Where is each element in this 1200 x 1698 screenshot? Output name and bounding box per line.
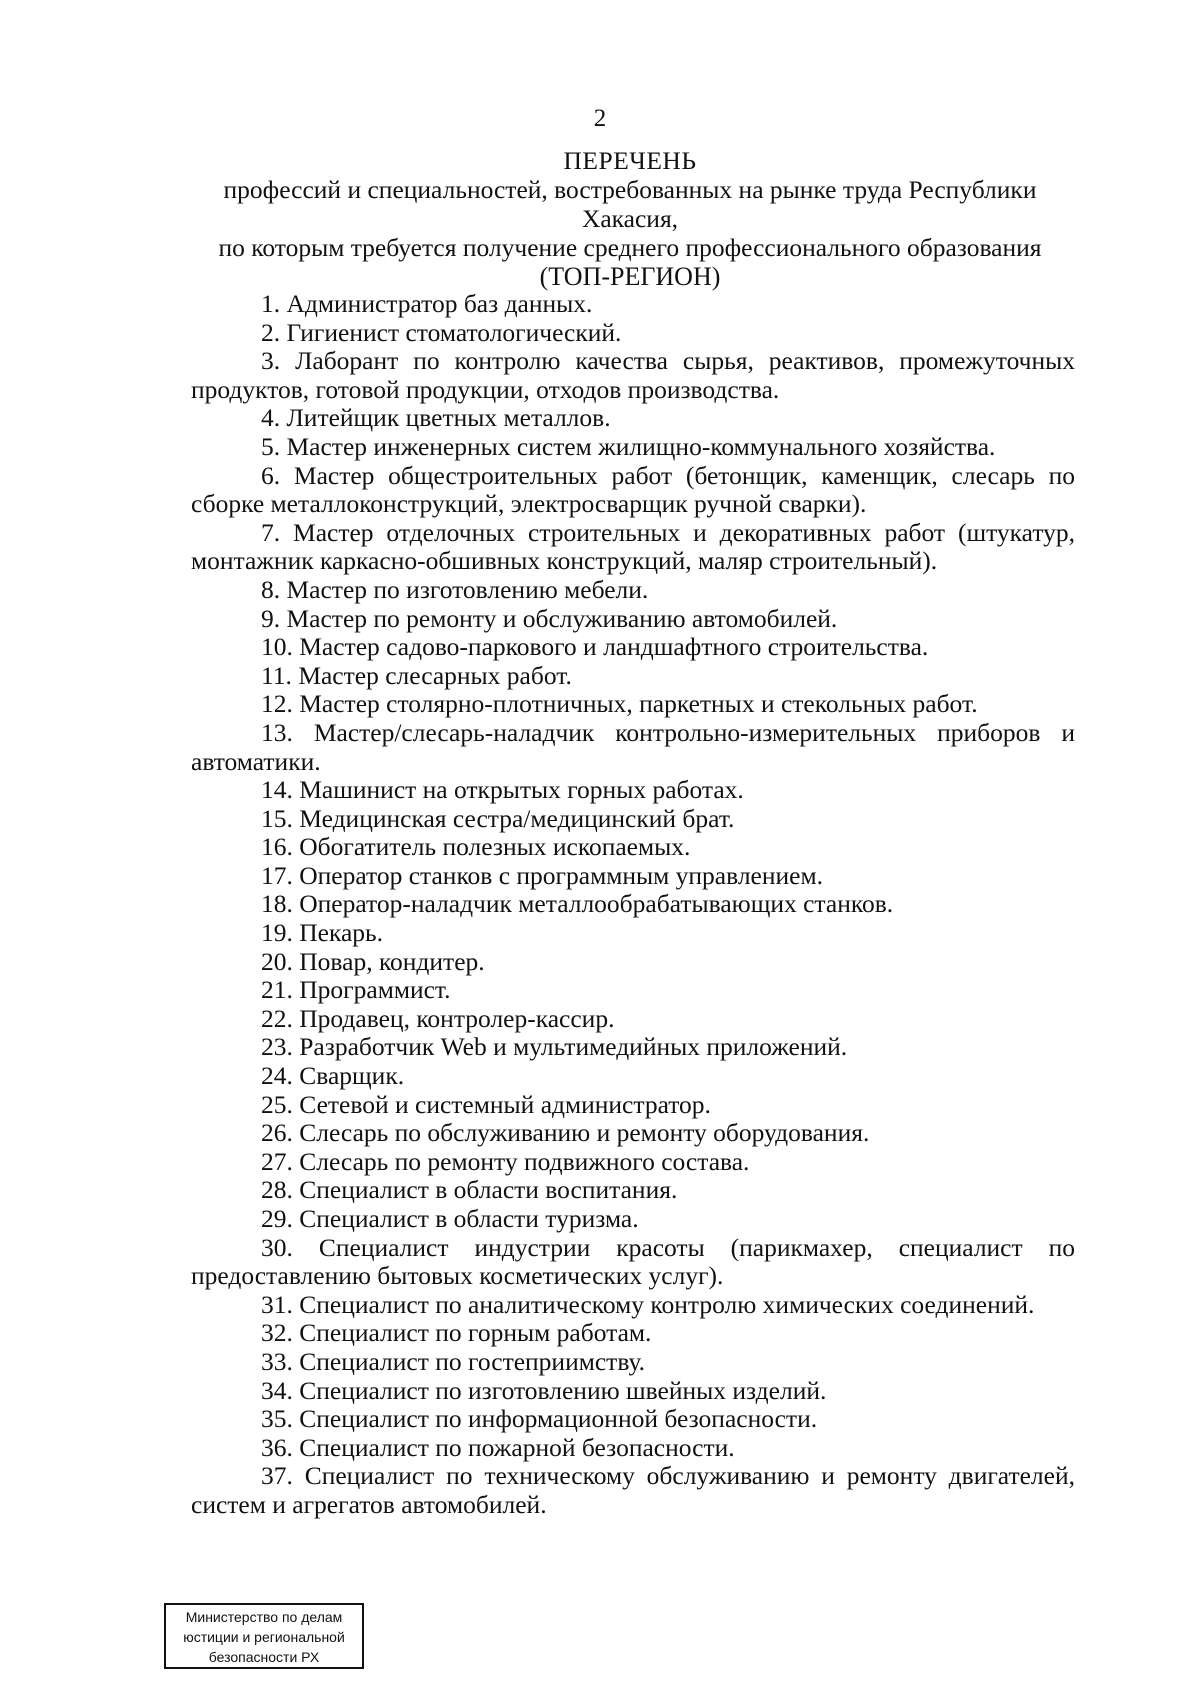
- list-item-number: 28.: [261, 1175, 293, 1205]
- list-item-number: 7.: [261, 517, 281, 547]
- list-item-number: 17.: [261, 860, 293, 890]
- list-item-number: 25.: [261, 1089, 293, 1119]
- list-item-text: Слесарь по обслуживанию и ремонту оборудования.: [299, 1118, 870, 1148]
- list-item: [191, 1091, 1075, 1120]
- list-item-text: Гигиенист стоматологический.: [286, 317, 622, 347]
- stamp-line-3: безопасности РХ: [208, 1649, 320, 1665]
- list-item-text: Мастер/слесарь-наладчик контрольно-измерительных приборов и автоматики.: [191, 717, 1076, 776]
- list-item: [191, 1462, 1075, 1519]
- list-item: [191, 462, 1075, 519]
- list-item: [191, 890, 1075, 919]
- list-item-number: 14.: [261, 775, 293, 805]
- document-subtitle-line-1: профессий и специальностей, востребованных на рынке труда Республики Хакасия,: [223, 175, 1037, 233]
- list-item-text: Специалист по гостеприимству.: [299, 1346, 646, 1376]
- list-item-text: Обогатитель полезных ископаемых.: [299, 832, 691, 862]
- list-item-number: 33.: [261, 1346, 293, 1376]
- list-item-text: Мастер отделочных строительных и декоративных работ (штукатур, монтажник каркасно-обшивных конструкций, маляр строительный).: [191, 517, 1075, 576]
- list-item: [191, 805, 1075, 834]
- list-item-text: Лаборант по контролю качества сырья, реактивов, промежуточных продуктов, готовой продукции, отходов производства.: [191, 346, 1076, 404]
- list-item-number: 18.: [261, 889, 293, 919]
- list-item-text: Специалист по информационной безопасности.: [299, 1404, 818, 1434]
- list-item-text: Специалист индустрии красоты (парикмахер, специалист по предоставлению бытовых косметических услуг).: [191, 1232, 1076, 1291]
- list-item: [191, 1205, 1075, 1234]
- list-item-text: Мастер столярно-плотничных, паркетных и стекольных работ.: [299, 689, 978, 719]
- list-item: [191, 319, 1075, 348]
- list-item-number: 12.: [261, 689, 293, 719]
- list-item-text: Мастер слесарных работ.: [298, 660, 572, 690]
- list-item-text: Мастер общестроительных работ (бетонщик, каменщик, слесарь по сборке металлоконструкций, электросварщик ручной сварки).: [191, 460, 1076, 519]
- list-item: [191, 576, 1075, 605]
- list-item: [191, 1005, 1075, 1034]
- list-item-text: Мастер по ремонту и обслуживанию автомобилей.: [286, 603, 838, 633]
- list-item: [191, 1377, 1075, 1406]
- list-item: [191, 347, 1075, 404]
- list-item: [191, 948, 1075, 977]
- list-item-number: 22.: [261, 1003, 293, 1033]
- list-item-number: 23.: [261, 1032, 293, 1062]
- list-item: [191, 404, 1075, 433]
- list-item: [191, 605, 1075, 634]
- list-item-number: 35.: [261, 1404, 293, 1434]
- stamp-line-2: юстиции и региональной: [183, 1629, 345, 1645]
- list-item-number: 32.: [261, 1318, 293, 1348]
- list-item: [191, 976, 1075, 1005]
- list-item: [191, 1176, 1075, 1205]
- list-item: [191, 833, 1075, 862]
- list-item-text: Мастер по изготовлению мебели.: [286, 574, 649, 604]
- list-item: [191, 1062, 1075, 1091]
- list-item-number: 36.: [261, 1432, 293, 1462]
- list-item: [191, 633, 1075, 662]
- list-item-number: 4.: [261, 403, 281, 433]
- list-item-text: Литейщик цветных металлов.: [286, 403, 611, 433]
- list-item-text: Слесарь по ремонту подвижного состава.: [299, 1146, 750, 1176]
- list-item-text: Оператор-наладчик металлообрабатывающих станков.: [299, 889, 894, 919]
- list-item-text: Сварщик.: [299, 1061, 405, 1091]
- list-item-number: 24.: [261, 1061, 293, 1091]
- list-item: [191, 519, 1075, 576]
- list-item-text: Продавец, контролер-кассир.: [299, 1003, 615, 1033]
- list-item-text: Специалист в области воспитания.: [299, 1175, 678, 1205]
- list-item-number: 19.: [261, 918, 293, 948]
- list-item-text: Специалист по горным работам.: [299, 1318, 652, 1348]
- page-number: 2: [593, 105, 607, 132]
- list-item-number: 3.: [261, 346, 281, 376]
- list-item: [191, 1434, 1075, 1463]
- list-item-text: Оператор станков с программным управлением.: [299, 860, 823, 890]
- list-item-number: 2.: [261, 317, 281, 347]
- list-item-number: 9.: [261, 603, 281, 633]
- list-item: [191, 776, 1075, 805]
- list-item-text: Специалист по аналитическому контролю химических соединений.: [299, 1289, 1035, 1319]
- list-item: [191, 690, 1075, 719]
- list-item: [191, 1405, 1075, 1434]
- program-name: (ТОП-РЕГИОН): [539, 262, 721, 291]
- list-item-text: Специалист в области туризма.: [299, 1204, 639, 1233]
- list-item: [191, 1319, 1075, 1348]
- list-item-text: Программист.: [299, 975, 451, 1005]
- list-item-number: 26.: [261, 1118, 293, 1148]
- list-item-number: 20.: [261, 946, 293, 976]
- list-item-text: Специалист по техническому обслуживанию и ремонту двигателей, систем и агрегатов автомобилей.: [191, 1461, 1075, 1519]
- list-item: [191, 719, 1075, 776]
- stamp-line-1: Министерство по делам: [185, 1609, 343, 1625]
- list-item-number: 1.: [261, 289, 281, 318]
- list-item: [191, 1148, 1075, 1177]
- list-item: [191, 433, 1075, 462]
- list-item: [191, 862, 1075, 891]
- list-item-text: Медицинская сестра/медицинский брат.: [299, 803, 735, 833]
- list-item-number: 5.: [261, 431, 281, 461]
- document-title: ПЕРЕЧЕНЬ: [563, 146, 697, 175]
- list-item-number: 34.: [261, 1375, 293, 1405]
- list-item: [191, 1291, 1075, 1320]
- list-item: [191, 662, 1075, 691]
- list-item-text: Администратор баз данных.: [286, 289, 593, 318]
- list-item-number: 8.: [261, 574, 281, 604]
- list-item: [191, 919, 1075, 948]
- list-item-number: 15.: [261, 803, 293, 833]
- list-item-number: 16.: [261, 832, 293, 862]
- profession-list: [191, 290, 1075, 1520]
- list-item-number: 11.: [261, 660, 292, 690]
- list-item: [191, 290, 1075, 319]
- list-item-number: 13.: [261, 717, 293, 747]
- list-item-text: Специалист по пожарной безопасности.: [299, 1432, 735, 1462]
- list-item-text: Пекарь.: [299, 918, 384, 948]
- list-item-text: Машинист на открытых горных работах.: [299, 775, 744, 805]
- list-item-number: 29.: [261, 1204, 293, 1233]
- list-item-text: Мастер садово-паркового и ландшафтного строительства.: [299, 632, 929, 662]
- document-subtitle-line-2: по которым требуется получение среднего профессионального образования: [218, 233, 1042, 262]
- list-item-number: 6.: [261, 460, 281, 490]
- list-item-text: Повар, кондитер.: [299, 946, 485, 976]
- list-item-number: 10.: [261, 632, 293, 662]
- list-item: [191, 1234, 1075, 1291]
- document-header: [180, 146, 1080, 291]
- list-item-text: Мастер инженерных систем жилищно-коммунального хозяйства.: [286, 431, 996, 461]
- list-item: [191, 1348, 1075, 1377]
- list-item-text: Специалист по изготовлению швейных изделий.: [299, 1375, 827, 1405]
- list-item-number: 27.: [261, 1146, 293, 1176]
- list-item-number: 30.: [261, 1232, 293, 1262]
- list-item: [191, 1119, 1075, 1148]
- ministry-stamp: [164, 1603, 364, 1669]
- list-item: [191, 1033, 1075, 1062]
- list-item-number: 31.: [261, 1289, 293, 1319]
- list-item-text: Разработчик Web и мультимедийных приложений.: [299, 1032, 848, 1062]
- list-item-text: Сетевой и системный администратор.: [299, 1089, 711, 1119]
- list-item-number: 21.: [261, 975, 293, 1005]
- list-item-number: 37.: [261, 1461, 293, 1491]
